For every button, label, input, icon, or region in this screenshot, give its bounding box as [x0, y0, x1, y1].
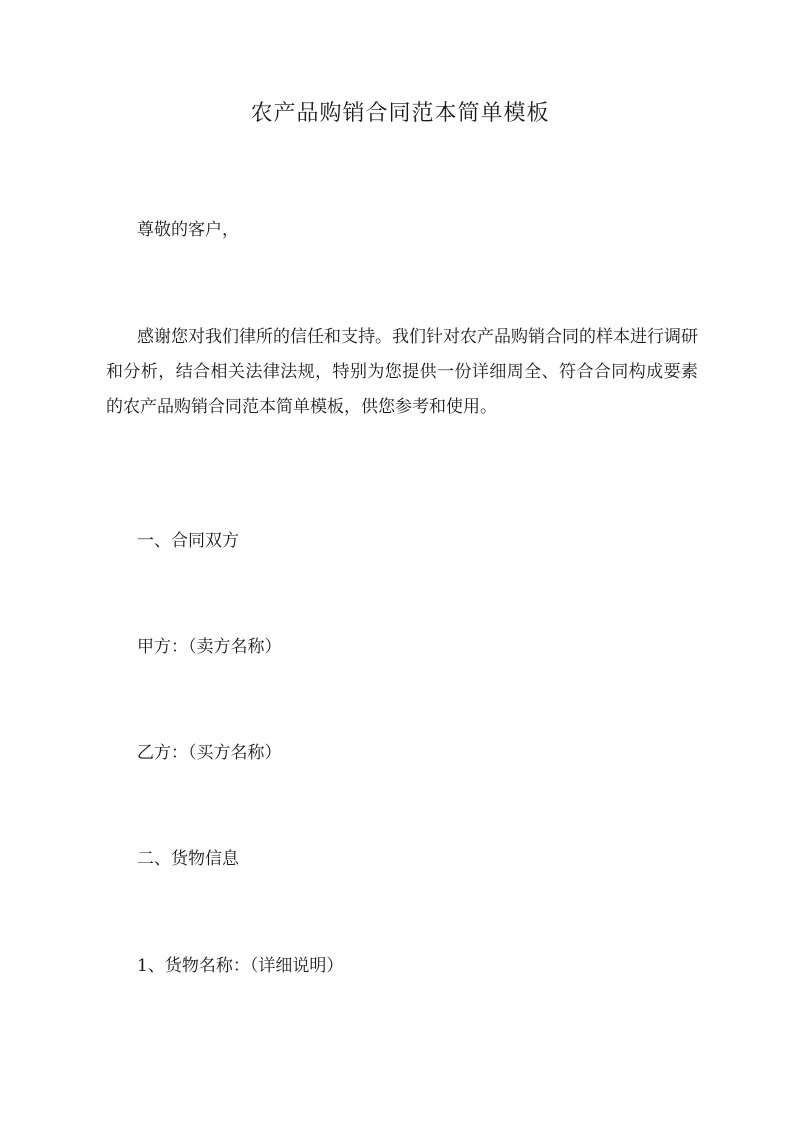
document-title: 农产品购销合同范本简单模板	[250, 101, 550, 126]
greeting: 尊敬的客户，	[137, 220, 239, 240]
section-heading-goods: 二、货物信息	[137, 849, 239, 869]
section-heading-parties: 一、合同双方	[137, 531, 239, 551]
intro-paragraph: 感谢您对我们律所的信任和支持。我们针对农产品购销合同的样本进行调研和分析，结合相关法律法规，特别为您提供一份详细周全、符合合同构成要素的农产品购销合同范本简单模板，供您参考和使用。	[106, 327, 698, 417]
party-b-line: 乙方：（买方名称）	[137, 743, 282, 763]
party-a-line: 甲方：（卖方名称）	[137, 637, 282, 657]
goods-name-line: 1、货物名称：（详细说明）	[137, 956, 344, 976]
